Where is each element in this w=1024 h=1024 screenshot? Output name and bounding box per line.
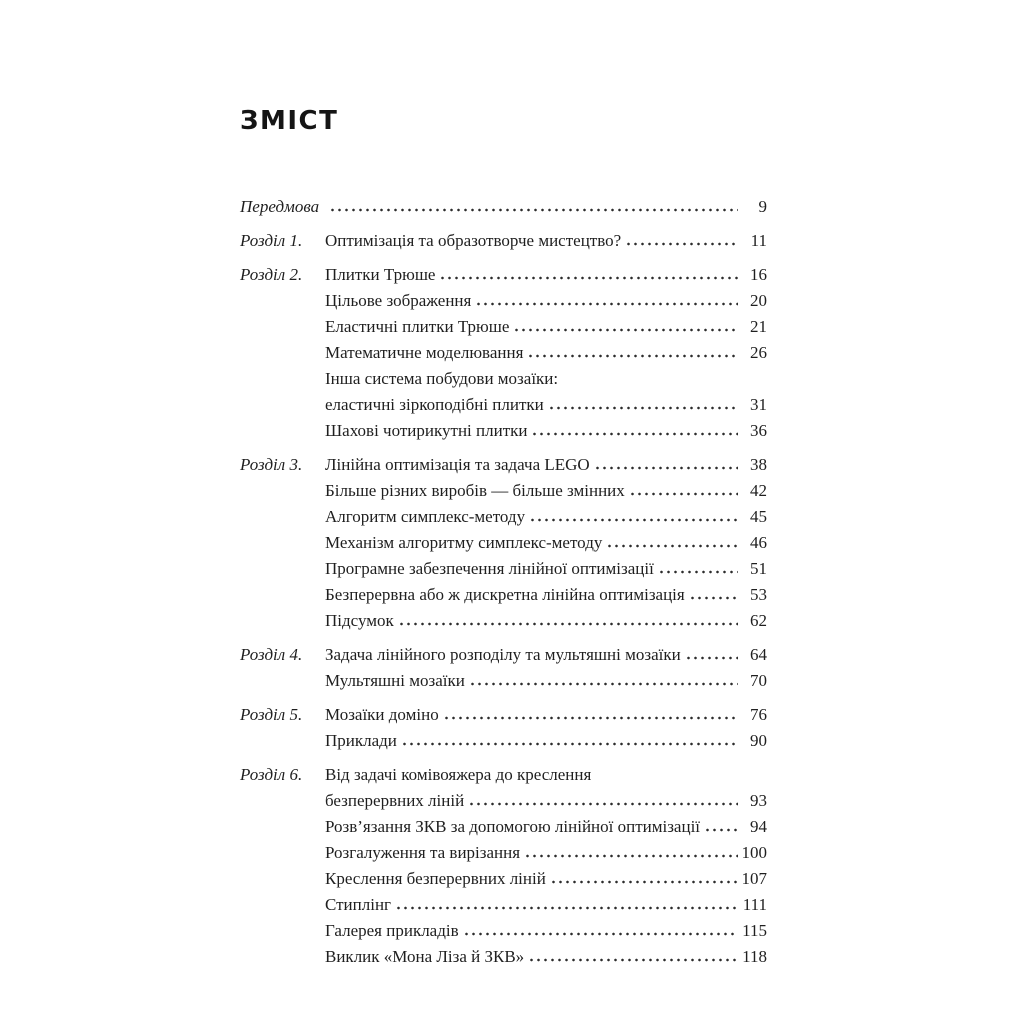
toc-leader-dots xyxy=(629,483,738,496)
toc-entry-title: безперервних ліній xyxy=(325,791,465,810)
toc-entry xyxy=(240,918,767,944)
toc-entry xyxy=(240,642,767,668)
toc-entry xyxy=(240,892,767,918)
toc-leader-dots xyxy=(658,561,738,574)
toc-entry xyxy=(240,478,767,504)
toc-entry-content xyxy=(325,944,767,970)
toc-entry-content xyxy=(325,840,767,866)
toc-entry-title: Безперервна або ж дискретна лінійна оптимізація xyxy=(325,585,685,604)
toc-leader-dots xyxy=(606,535,738,548)
toc-entry xyxy=(240,194,767,220)
toc-entry-title: Оптимізація та образотворче мистецтво? xyxy=(325,231,622,250)
toc-entry-content xyxy=(325,556,767,582)
book-page xyxy=(240,106,767,970)
toc-entry-content xyxy=(325,366,767,418)
toc-entry xyxy=(240,814,767,840)
toc-entry-title: Шахові чотирикутні плитки xyxy=(325,421,528,440)
toc-leader-dots xyxy=(439,267,738,280)
toc-leader-dots xyxy=(689,587,738,600)
toc-entry-title: Приклади xyxy=(325,731,397,750)
toc-entry-title: Галерея прикладів xyxy=(325,921,459,940)
toc-entry-title: Еластичні плитки Трюше xyxy=(325,317,510,336)
toc-entry-page: 9 xyxy=(758,197,767,216)
toc-entry xyxy=(240,668,767,694)
toc-entry-title: Механізм алгоритму симплекс-методу xyxy=(325,533,603,552)
toc-entry-title: еластичні зіркоподібні плитки xyxy=(325,395,544,414)
toc-entry-title: Стиплінг xyxy=(325,895,392,914)
toc-entry-title: Креслення безперервних ліній xyxy=(325,869,546,888)
toc-entry-page: 45 xyxy=(750,507,767,526)
toc-entry xyxy=(240,762,767,814)
toc-leader-dots xyxy=(529,509,738,522)
toc-leader-dots xyxy=(550,871,738,884)
toc-entry xyxy=(240,608,767,634)
toc-entry-page: 76 xyxy=(750,705,767,724)
toc-entry-content xyxy=(325,452,767,478)
toc-entry-content xyxy=(325,918,767,944)
toc-entry xyxy=(240,866,767,892)
toc-leader-dots xyxy=(594,457,738,470)
toc-entry-title: Математичне моделювання xyxy=(325,343,524,362)
toc-entry-label: Розділ 3. xyxy=(240,455,303,474)
toc-leader-dots xyxy=(527,345,738,358)
toc-entry-label: Розділ 4. xyxy=(240,645,303,664)
toc-leader-dots xyxy=(685,647,738,660)
toc-entry-content xyxy=(325,642,767,668)
toc-entry-title: Цільове зображення xyxy=(325,291,472,310)
toc-entry-content xyxy=(325,582,767,608)
toc-entry-page: 42 xyxy=(750,481,767,500)
toc-entry-content xyxy=(325,530,767,556)
toc-leader-dots xyxy=(704,819,738,832)
toc-entry-page: 94 xyxy=(750,817,767,836)
toc-entry-page: 107 xyxy=(741,869,767,888)
toc-entry-page: 118 xyxy=(742,947,767,966)
toc-entry-content xyxy=(325,892,767,918)
toc-entry-title-line1: Від задачі комівояжера до креслення xyxy=(325,765,592,784)
toc-entry-title: Мультяшні мозаїки xyxy=(325,671,465,690)
toc-entry xyxy=(240,418,767,444)
toc-entry-page: 20 xyxy=(750,291,767,310)
toc-entry xyxy=(240,944,767,970)
toc-entry-label: Розділ 6. xyxy=(240,765,303,784)
toc-entry-content xyxy=(325,702,767,728)
toc-entry xyxy=(240,288,767,314)
toc-entry xyxy=(240,556,767,582)
toc-entry-page: 26 xyxy=(750,343,767,362)
toc-entry-page: 90 xyxy=(750,731,767,750)
toc-entry-title: Підсумок xyxy=(325,611,394,630)
toc-entry-title: Алгоритм симплекс-методу xyxy=(325,507,526,526)
toc-entry xyxy=(240,840,767,866)
toc-entry-content xyxy=(325,314,767,340)
toc-entry-page: 46 xyxy=(750,533,767,552)
toc-entry-label: Передмова xyxy=(240,197,320,216)
toc-entry-page: 51 xyxy=(750,559,767,578)
toc-leader-dots xyxy=(524,845,738,858)
toc-entry-label: Розділ 2. xyxy=(240,265,303,284)
toc-entry-page: 11 xyxy=(750,231,767,250)
toc-entry-page: 53 xyxy=(750,585,767,604)
toc-entry-content xyxy=(325,262,767,288)
toc-entry-content xyxy=(325,288,767,314)
toc-entry-title: Лінійна оптимізація та задача LEGO xyxy=(325,455,590,474)
toc-leader-dots xyxy=(398,613,738,626)
toc-entry-page: 31 xyxy=(750,395,767,414)
toc-leader-dots xyxy=(475,293,738,306)
toc-leader-dots xyxy=(395,897,738,910)
toc-entry xyxy=(240,314,767,340)
toc-entry-page: 21 xyxy=(750,317,767,336)
toc-entry-content xyxy=(325,668,767,694)
toc-entry-page: 100 xyxy=(741,843,767,862)
toc-entry-page: 111 xyxy=(742,895,767,914)
toc-entry-title: Розв’язання ЗКВ за допомогою лінійної оптимізації xyxy=(325,817,701,836)
toc-leader-dots xyxy=(469,673,738,686)
toc-entry-title: Задача лінійного розподілу та мультяшні мозаїки xyxy=(325,645,681,664)
toc-entry-content xyxy=(325,504,767,530)
page-title: ЗМІСТ xyxy=(240,106,339,136)
toc-leader-dots xyxy=(401,733,738,746)
toc-leader-dots xyxy=(329,199,738,212)
toc-entry-content xyxy=(325,194,767,220)
toc-entry-content xyxy=(325,608,767,634)
toc-entry-page: 115 xyxy=(742,921,767,940)
toc-entry-content xyxy=(325,340,767,366)
toc-entry xyxy=(240,582,767,608)
toc-entry xyxy=(240,702,767,728)
toc-entry-page: 36 xyxy=(750,421,767,440)
toc-entry-title: Плитки Трюше xyxy=(325,265,436,284)
toc-entry-label: Розділ 5. xyxy=(240,705,303,724)
toc-entry-title-line1: Інша система побудови мозаїки: xyxy=(325,369,559,388)
toc-entry-content xyxy=(325,418,767,444)
toc-entry-page: 38 xyxy=(750,455,767,474)
toc-entry-page: 70 xyxy=(750,671,767,690)
toc-entry xyxy=(240,262,767,288)
toc-entry-page: 64 xyxy=(750,645,767,664)
toc-leader-dots xyxy=(548,397,738,410)
toc-entry-title: Більше різних виробів — більше змінних xyxy=(325,481,625,500)
toc-leader-dots xyxy=(463,923,738,936)
toc-entry xyxy=(240,504,767,530)
toc-entry-content xyxy=(325,228,767,254)
toc-leader-dots xyxy=(513,319,738,332)
toc-entry xyxy=(240,728,767,754)
toc-leader-dots xyxy=(443,707,738,720)
toc-entry-page: 62 xyxy=(750,611,767,630)
toc-entry-content xyxy=(325,728,767,754)
toc-entry-title: Виклик «Мона Ліза й ЗКВ» xyxy=(325,947,525,966)
toc-entry xyxy=(240,228,767,254)
toc-entry xyxy=(240,452,767,478)
toc-entry xyxy=(240,366,767,418)
toc-entry-title: Мозаїки доміно xyxy=(325,705,439,724)
toc-entry-title: Програмне забезпечення лінійної оптимізації xyxy=(325,559,654,578)
toc-entry-title: Розгалуження та вирізання xyxy=(325,843,521,862)
toc-entry-page: 93 xyxy=(750,791,767,810)
toc-leader-dots xyxy=(625,233,738,246)
toc-entry-label: Розділ 1. xyxy=(240,231,303,250)
toc-entry-content xyxy=(325,866,767,892)
toc-entry-content xyxy=(325,478,767,504)
toc-entry xyxy=(240,340,767,366)
toc-leader-dots xyxy=(468,793,738,806)
toc-leader-dots xyxy=(528,949,738,962)
toc-entry-content xyxy=(325,814,767,840)
toc-entry-page: 16 xyxy=(750,265,767,284)
toc-entry-content xyxy=(325,762,767,814)
toc-list xyxy=(240,194,767,970)
toc-entry xyxy=(240,530,767,556)
toc-leader-dots xyxy=(531,423,738,436)
